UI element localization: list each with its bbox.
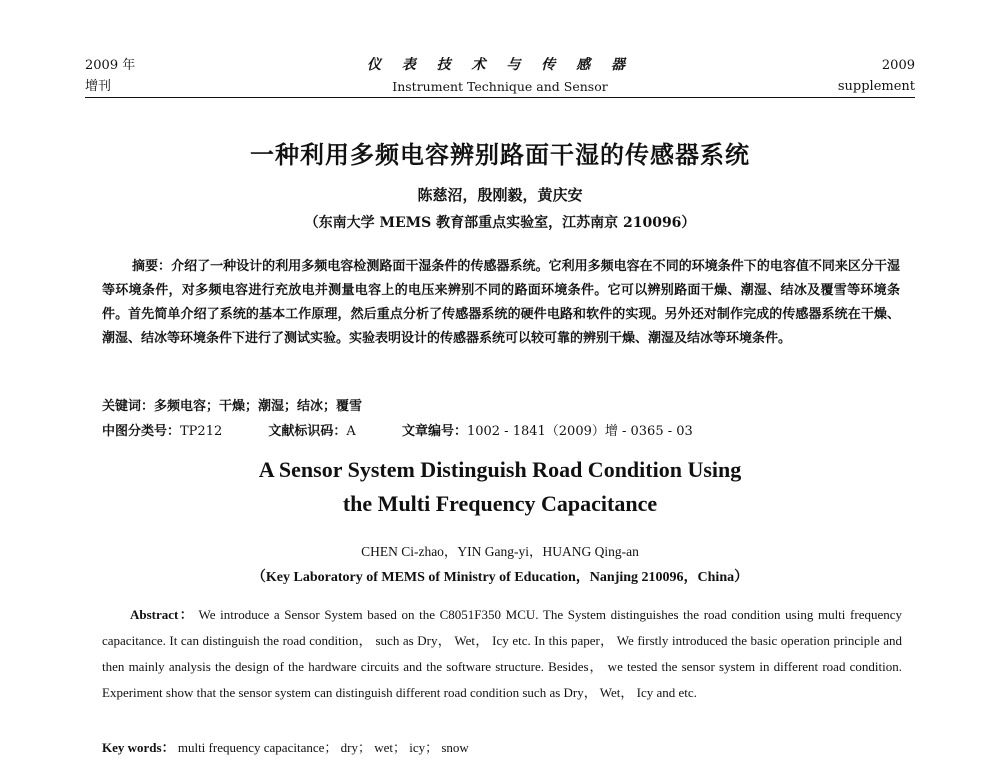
clc-value: TP212 xyxy=(180,424,223,439)
header-rule xyxy=(85,97,915,98)
authors-en: CHEN Ci-zhao，YIN Gang-yi，HUANG Qing-an xyxy=(361,544,639,559)
paper-title-cn: 一种利用多频电容辨别路面干湿的传感器系统 xyxy=(250,141,750,169)
classification-row xyxy=(102,420,900,439)
keywords-cn-text: 多频电容；干燥；潮湿；结冰；覆雪 xyxy=(154,399,363,414)
paper-title-en xyxy=(0,453,1000,521)
header-right xyxy=(838,55,915,97)
article-number-label: 文章编号： xyxy=(401,424,467,439)
affiliation-cn: （东南大学 MEMS 教育部重点实验室，江苏南京 210096） xyxy=(304,215,696,231)
clc-label: 中图分类号： xyxy=(102,424,181,439)
title-en-line-2: the Multi Frequency Capacitance xyxy=(342,491,658,516)
affiliation-en: （Key Laboratory of MEMS of Ministry of Education，Nanjing 210096，China） xyxy=(251,570,749,585)
journal-name-en: Instrument Technique and Sensor xyxy=(392,79,608,94)
header-issue-cn: 增刊 xyxy=(85,79,112,94)
keywords-cn-label: 关键词： xyxy=(102,399,155,414)
doc-code-value: A xyxy=(346,424,356,439)
article-number-value: 1002 - 1841（2009）增 - 0365 - 03 xyxy=(466,424,693,439)
abstract-en-label: Abstract： xyxy=(130,607,195,622)
header-center xyxy=(85,55,915,97)
doc-code-label: 文献标识码： xyxy=(268,424,347,439)
keywords-cn xyxy=(102,395,362,414)
header-issue-en: supplement xyxy=(837,79,915,94)
abstract-cn-text: 介绍了一种设计的利用多频电容检测路面干湿条件的传感器系统。它利用多频电容在不同的环境条件下的电容值不同来区分干湿等环境条件，对多频电容进行充放电并测量电容上的电压来辨别不同的路面环境条件。它可以辨别路面干燥、潮湿、结冰及覆雪等环境条件。首先简单介绍了系统的基本工作原理，然后重点分析了传感器系统的硬件电路和软件的实现。另外还对制作完成的传感器系统在干燥、潮湿、结冰等环境条件下进行了测试实验。实验表明设计的传感器系统可以较可靠的辨别干燥、潮湿及结冰等环境条件。 xyxy=(102,259,900,346)
keywords-en-text: multi frequency capacitance； dry； wet； icy； snow xyxy=(177,740,469,755)
authors-cn: 陈慈沼，殷刚毅，黄庆安 xyxy=(417,186,583,204)
abstract-en xyxy=(102,602,902,706)
abstract-cn-label: 摘要： xyxy=(132,259,172,274)
header-year-en: 2009 xyxy=(881,58,915,73)
journal-header xyxy=(85,55,915,99)
keywords-en-label: Key words： xyxy=(102,740,175,755)
journal-name-cn: 仪 表 技 术 与 传 感 器 xyxy=(366,57,634,73)
abstract-cn xyxy=(102,255,900,351)
header-year-cn: 2009 年 xyxy=(85,58,136,73)
keywords-en xyxy=(102,737,469,756)
abstract-en-text: We introduce a Sensor System based on the C8051F350 MCU. The System distinguishes the road condition using multi frequency capacitance. It can distinguish the road condition， such as Dry， Wet， Icy etc. In this paper， We firstly introduced the basic operation principle and then mainly analysis the design of the hardware circuits and the software structure. Besides， we tested the sensor system in different road condition. Experiment show that the sensor system can distinguish different road condition such as Dry， Wet， Icy and etc. xyxy=(102,607,902,700)
title-en-line-1: A Sensor System Distinguish Road Condition Using xyxy=(258,457,742,482)
